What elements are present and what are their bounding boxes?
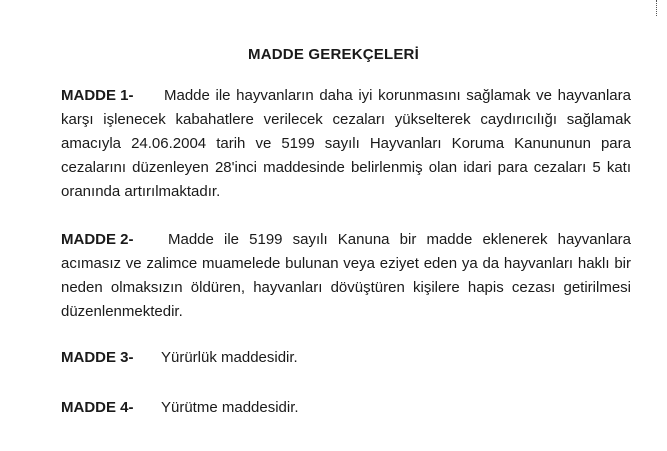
article-2-label: MADDE 2- [61, 231, 134, 248]
scan-edge-mark [656, 0, 661, 16]
article-2 [61, 228, 631, 324]
article-3 [61, 346, 298, 370]
document-title: MADDE GEREKÇELERİ [248, 46, 419, 63]
article-4-text: Yürütme maddesidir. [161, 399, 299, 416]
article-4-label: MADDE 4- [61, 399, 134, 416]
article-1-text: Madde ile hayvanların daha iyi korunmasını sağlamak ve hayvanlara karşı işlenecek kabahatlere verilecek cezaları yükselterek caydırıcılığı sağlamak amacıyla 24.06.2004 tarih ve 5199 sayılı Hayvanları Koruma Kanununun para cezalarını düzenleyen 28'inci maddesinde belirlenmiş olan idari para cezaları 5 katı oranında artırılmaktadır. [61, 87, 631, 200]
article-2-text: Madde ile 5199 sayılı Kanuna bir madde eklenerek hayvanlara acımasız ve zalimce muamelede bulunan veya eziyet eden ya da hayvanları haklı bir neden olmaksızın öldüren, hayvanları dövüştüren kişilere hapis cezası getirilmesi düzenlenmektedir. [61, 231, 631, 320]
article-1 [61, 84, 631, 204]
article-4 [61, 396, 299, 420]
article-1-label: MADDE 1- [61, 87, 134, 104]
article-3-text: Yürürlük maddesidir. [161, 349, 298, 366]
article-3-label: MADDE 3- [61, 349, 134, 366]
